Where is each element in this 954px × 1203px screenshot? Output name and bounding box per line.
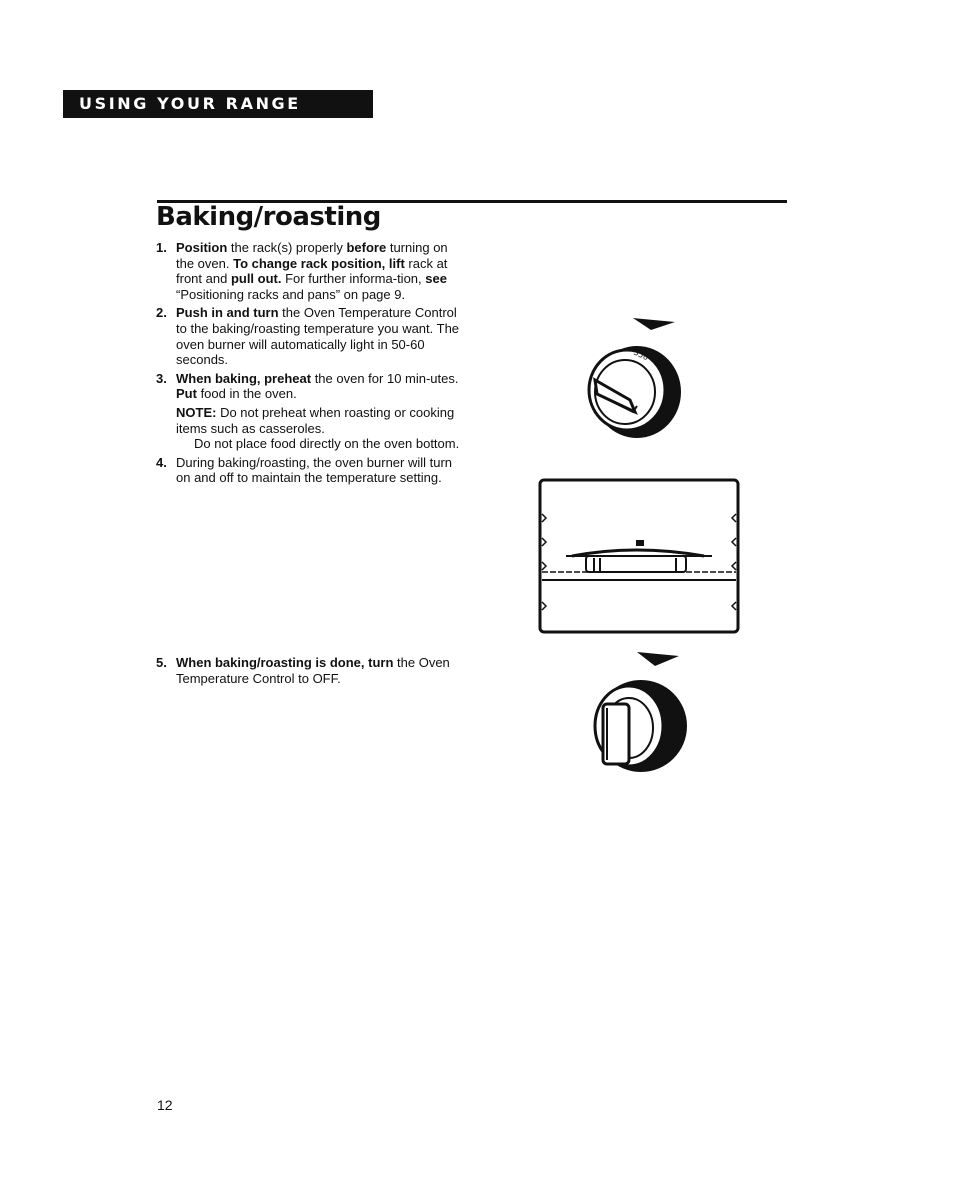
step-text (176, 240, 448, 302)
step-text-part: For further informa-tion, (281, 271, 426, 287)
step-number: 1. (156, 240, 167, 255)
step-text-part: When baking/roasting is done, turn (176, 655, 394, 670)
step-text-part: the rack(s) properly (227, 240, 347, 255)
svg-text:350: 350 (632, 347, 650, 363)
step-text (176, 655, 450, 686)
knob-turn-illustration (575, 310, 695, 440)
arrow-down-icon (637, 652, 679, 666)
step-text: During baking/roasting, the oven burner will turn on and off to maintain the temperature setting. (176, 454, 453, 486)
step-text-part: “Positioning racks and pans” on page 9. (176, 286, 406, 302)
step-number: 3. (156, 370, 167, 386)
step-text-part: the oven for 10 min-utes. (311, 370, 459, 386)
oven-rack-illustration (536, 476, 746, 636)
step-note (176, 405, 466, 452)
step-3 (156, 371, 466, 452)
step-number: 5. (156, 655, 167, 670)
step-text (176, 371, 459, 402)
page-title: Baking/roasting (156, 202, 381, 232)
step-number: 4. (156, 454, 167, 470)
step-text-part: rack at front and (176, 255, 448, 287)
step-1 (156, 240, 466, 302)
note-text: Do not preheat when roasting or cooking items such as casseroles. (176, 404, 455, 436)
step-text-part: Push in and turn (176, 305, 279, 321)
step-text-part: the Oven Temperature Control to the baking/roasting temperature you want. The oven burner will automatically light in 50-60 seconds. (176, 305, 460, 368)
step-text-part: To change rack position, lift (233, 255, 405, 271)
step-text-part: see (425, 271, 447, 287)
step-5 (156, 655, 466, 689)
step-text-part: Put (176, 386, 197, 402)
step-text-part: Position (176, 240, 228, 255)
note-label: NOTE: (176, 404, 217, 420)
step-2 (156, 305, 466, 367)
step-text (176, 305, 459, 367)
note-extra: Do not place food directly on the oven bottom. (194, 436, 460, 452)
section-banner: USING YOUR RANGE (63, 90, 373, 118)
page-number: 12 (157, 1097, 173, 1113)
step-text-part: food in the oven. (196, 386, 297, 402)
step-4 (156, 455, 466, 486)
step-number: 2. (156, 305, 167, 321)
step-text-part: turning on the oven. (176, 240, 448, 271)
steps-list (156, 240, 466, 489)
knob-off-illustration (585, 648, 695, 778)
step-text-part: before (346, 240, 387, 255)
step-text-part: pull out. (230, 271, 282, 287)
arrow-down-icon (633, 318, 675, 330)
step-text-part: When baking, preheat (176, 370, 312, 386)
step-text-part: the Oven Temperature Control to OFF. (176, 655, 450, 686)
